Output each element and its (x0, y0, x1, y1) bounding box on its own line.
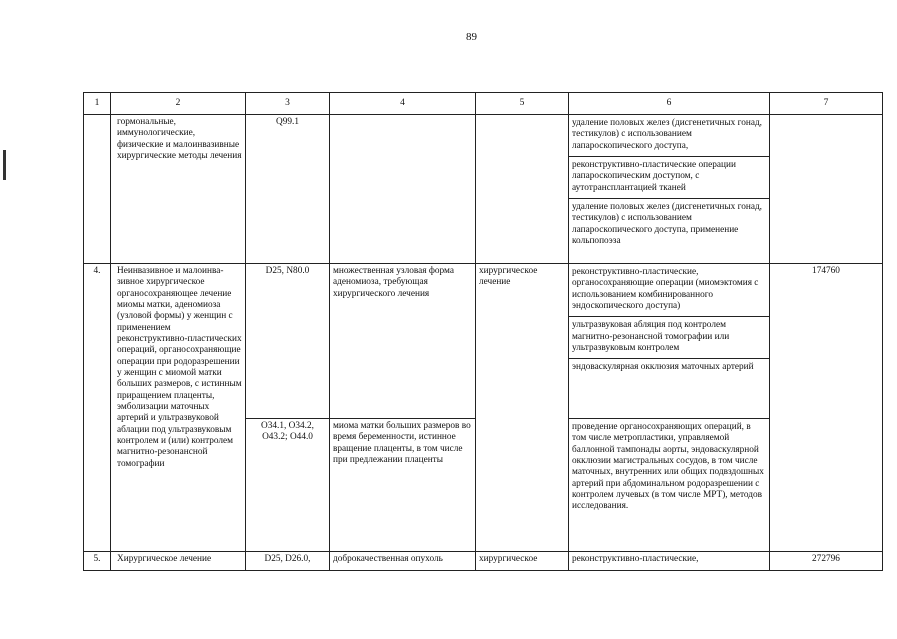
header-col-2: 2 (111, 93, 246, 115)
cost-cell (770, 115, 883, 264)
header-col-5: 5 (476, 93, 569, 115)
method-item: ультразвуковая абляция под контролем магнитно-резонансной томографии или ультразвуковым контролем (569, 317, 769, 359)
cost-cell: 272796 (770, 552, 883, 571)
method-item: удаление половых желез (дисгенетичных гонад, тестикулов) с использованием лапароскопического доступа, применение кольпопоэза (572, 201, 763, 246)
table-row-continuation (84, 115, 883, 264)
header-col-4: 4 (330, 93, 476, 115)
cost-cell: 174760 (770, 264, 883, 552)
table-row-4a (84, 264, 883, 419)
medical-care-table (83, 92, 883, 571)
row-number-cell: 5. (84, 552, 111, 571)
table-row-5 (84, 552, 883, 571)
treatment-type-cell: хирургическое лечение (476, 264, 569, 552)
method-item: реконструктивно-пластические, органосохраняющие операции (миомэктомия с использованием комбинированного эндоскопического доступа) (569, 264, 769, 317)
scan-edge-mark (3, 150, 6, 180)
header-row (84, 93, 883, 115)
icd-codes-cell: D25, D26.0, (246, 552, 330, 571)
icd-codes-cell: Q99.1 (246, 115, 330, 264)
care-name-cell: Хирургическое лечение (111, 552, 246, 571)
patient-model-cell: доброкачественная опухоль (330, 552, 476, 571)
header-col-6: 6 (569, 93, 770, 115)
methods-cell (569, 115, 770, 264)
header-col-7: 7 (770, 93, 883, 115)
row-number-cell (84, 115, 111, 264)
treatment-type-cell (476, 115, 569, 264)
icd-codes-cell: O34.1, O34.2, O43.2; O44.0 (246, 419, 330, 552)
patient-model-cell: множественная узловая форма аденомиоза, требующая хирургического лечения (330, 264, 476, 419)
method-item: проведение органосохраняющих операций, в том числе метропластики, управляемой баллонной тампонады аорты, эндоваскулярной окклюзии магистральных сосудов, в том числе маточных, внутренних или общих подвздошных артерий при абдоминальном родоразрешении с контролем лучевых (в том числе МРТ), методов исследования. (572, 422, 764, 512)
header-col-1: 1 (84, 93, 111, 115)
methods-cell: реконструктивно-пластические, (569, 552, 770, 571)
method-item: удаление половых желез (дисгенетичных гонад, тестикулов) с использованием лапароскопического доступа, (569, 115, 769, 157)
method-item: эндоваскулярная окклюзия маточных артерий (572, 362, 754, 373)
method-item: реконструктивно-пластические операции лапароскопическим доступом, с аутотрансплантацией тканей (569, 157, 769, 199)
patient-model-cell: миома матки больших размеров во время беременности, истинное вращение плаценты, в том числе при предлежании плаценты (330, 419, 476, 552)
page-number: 89 (466, 31, 477, 43)
treatment-type-cell: хирургическое (476, 552, 569, 571)
header-col-3: 3 (246, 93, 330, 115)
row-number-cell: 4. (84, 264, 111, 552)
care-name-cell: Неинвазивное и малоинва-зивное хирургическое органосохраняющее лечение миомы матки, аденомиоза (узловой формы) у женщин с применением реконструктивно-пластических операций, органосохраняющие операции при родоразрешении у женщин с миомой матки больших размеров, с истинным приращением плаценты, эмболизации маточных артерий и ультразвуковой аблации под ультразвуковым контролем и (или) контролем магнитно-резонансной томографии (111, 264, 246, 552)
icd-codes-cell: D25, N80.0 (246, 264, 330, 419)
methods-cell (569, 419, 770, 552)
methods-cell (569, 264, 770, 419)
care-name-cell: гормональные, иммунологические, физические и малоинвазивные хирургические методы лечения (111, 115, 246, 264)
patient-model-cell (330, 115, 476, 264)
